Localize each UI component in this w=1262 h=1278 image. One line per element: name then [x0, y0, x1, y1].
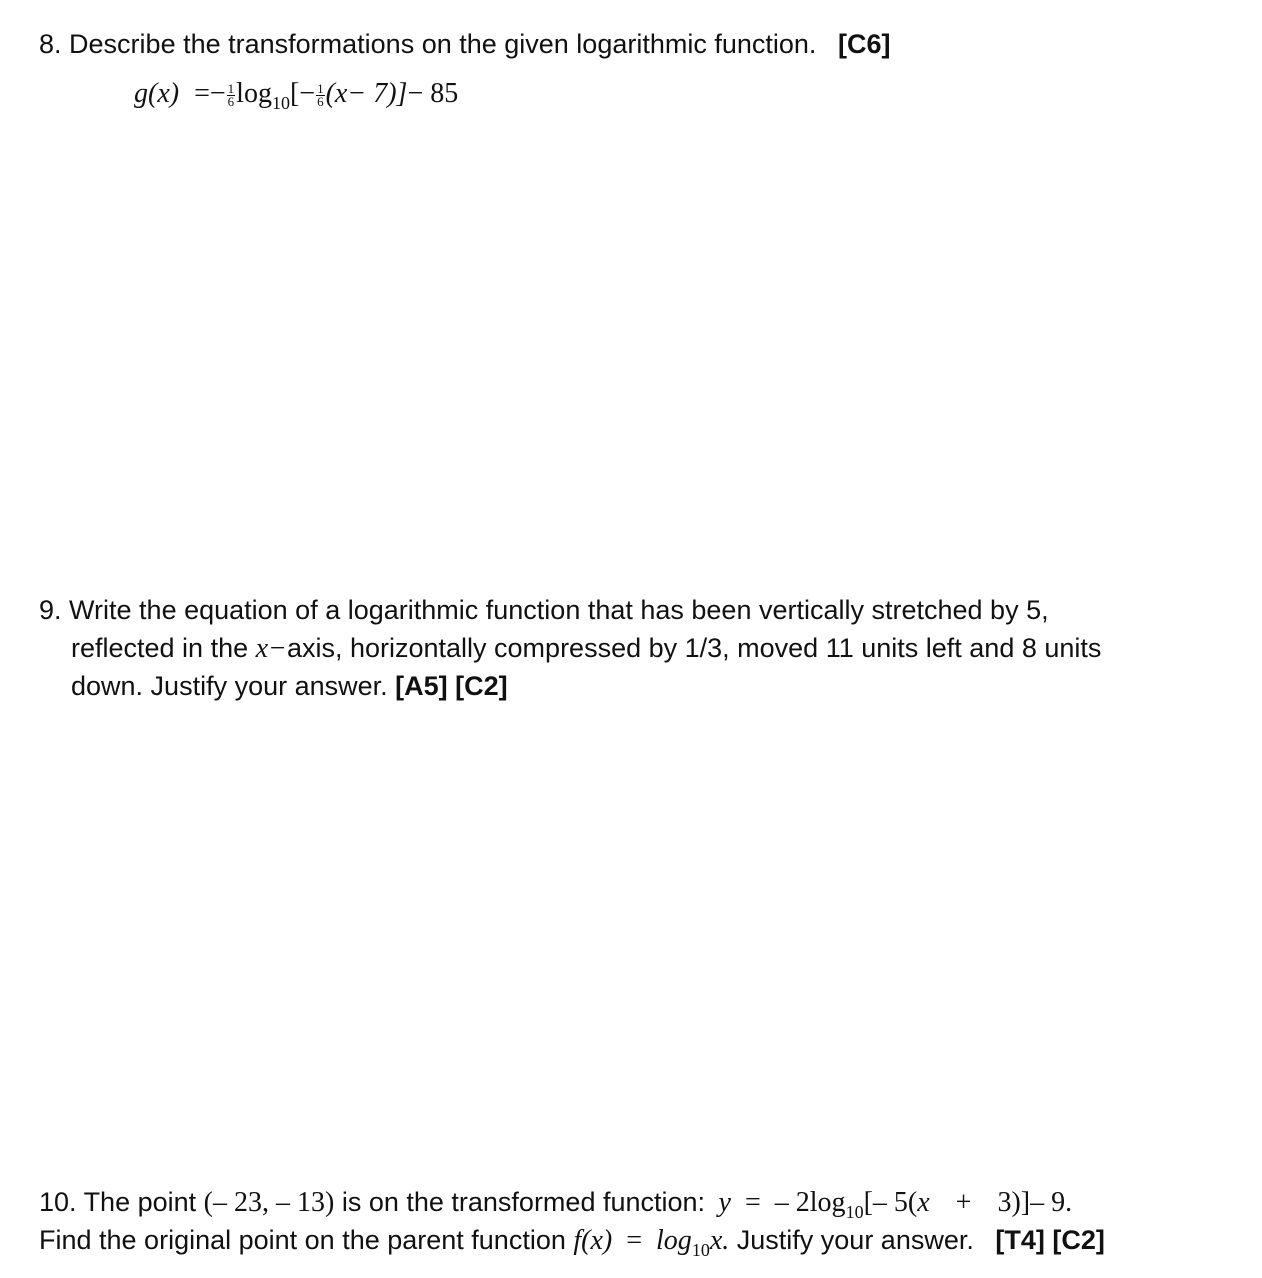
- question-10-line-1: 10. The point (– 23, – 13) is on the transformed function: y = – $2\log_{10}[-$ 5(x + 3)]– 9.: [39, 1187, 1073, 1222]
- curriculum-tag: [T4] [C2]: [995, 1225, 1105, 1255]
- question-10-line-2: Find the original point on the parent function $f(x) = \log_{10}x$. Justify your answer. [T4] [C2]: [39, 1225, 1105, 1260]
- question-9-line-2: reflected in the x−axis, horizontally compressed by 1/3, moved 11 units left and 8 units: [71, 633, 1102, 664]
- question-number: 10.: [39, 1187, 77, 1217]
- question-number: 8.: [39, 29, 62, 59]
- question-9-line-3: down. Justify your answer. [A5] [C2]: [71, 671, 508, 701]
- given-point: (– 23, – 13): [203, 1187, 335, 1218]
- equation-equals: =−: [194, 78, 226, 109]
- x-variable: x−: [255, 633, 287, 664]
- question-text: Write the equation of a logarithmic function that has been vertically stretched by 5,: [69, 595, 1049, 625]
- log-base: 10: [271, 93, 290, 113]
- parent-function: f(x): [573, 1225, 613, 1256]
- log-function: log: [236, 78, 272, 109]
- y-variable: y: [718, 1187, 731, 1218]
- vertical-shift: − 85: [407, 78, 459, 109]
- question-8-heading: [39, 27, 890, 61]
- question-8-equation: [134, 77, 458, 113]
- question-number: 9.: [39, 595, 62, 625]
- inner-fraction: $\frac{1}{6}$: [317, 81, 324, 110]
- curriculum-tag: [A5] [C2]: [395, 671, 508, 701]
- question-9-line-1: [39, 593, 1049, 627]
- coefficient-fraction: $\frac{1}{6}$: [227, 81, 235, 110]
- transformed-function: – 2log: [774, 1187, 846, 1218]
- bracket-open: [−: [289, 78, 316, 109]
- curriculum-tag: [C6]: [837, 29, 891, 59]
- inner-expression: (x− 7)]: [325, 78, 408, 109]
- question-text: Describe the transformations on the given logarithmic function.: [69, 29, 817, 59]
- equation-lhs: g(x): [134, 78, 180, 109]
